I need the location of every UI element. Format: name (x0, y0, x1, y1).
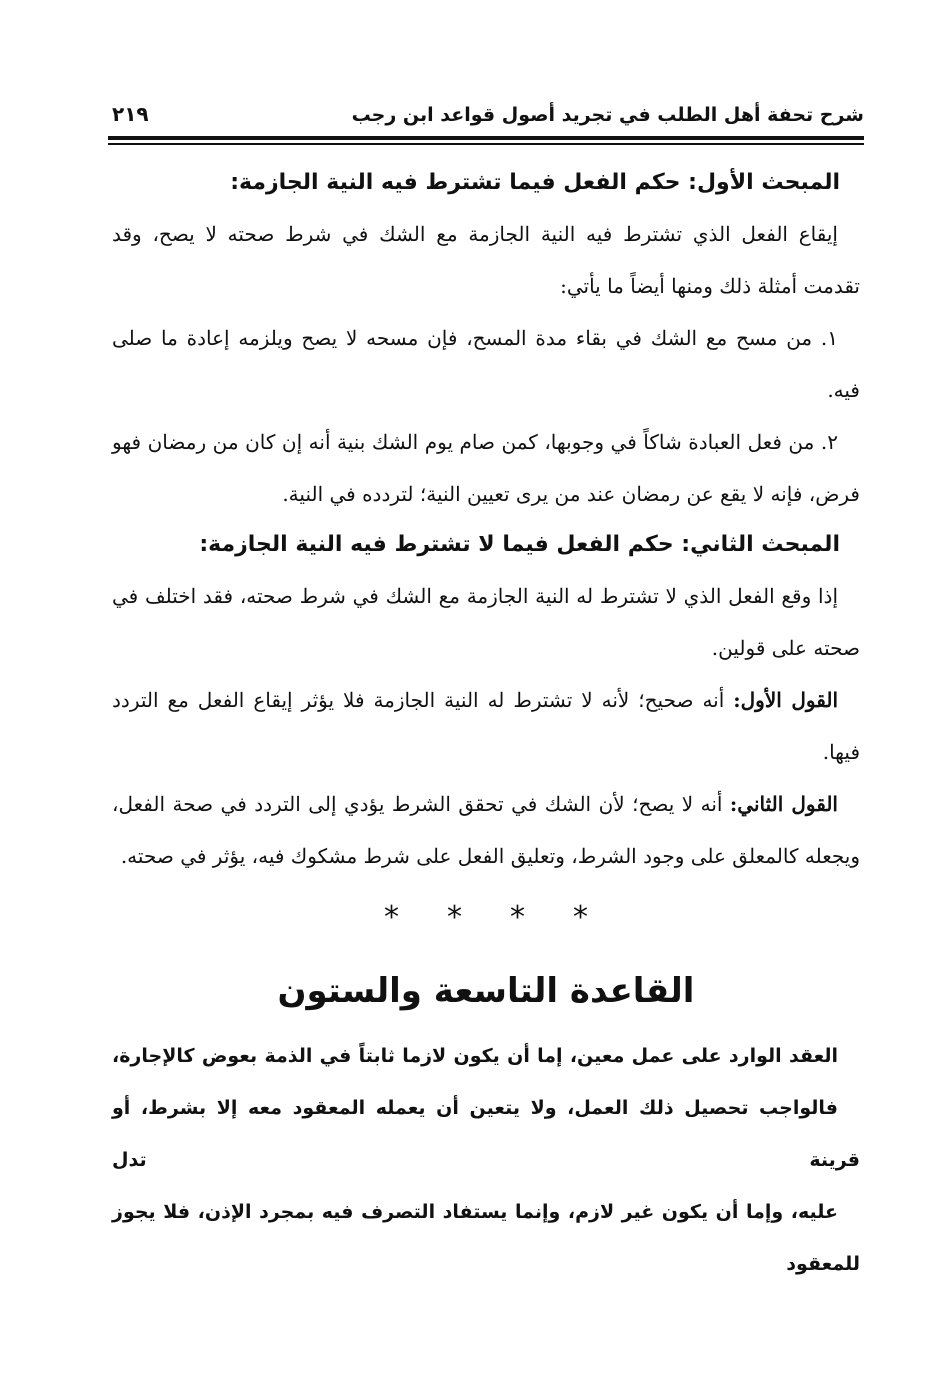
separator-star: * (384, 899, 399, 935)
opinion-2 (112, 778, 860, 882)
page-content (112, 158, 860, 1290)
opinion-2-label: القول الثاني: (729, 792, 838, 816)
section-1-item-1: ١. من مسح مع الشك في بقاء مدة المسح، فإن مسحه لا يصح ويلزمه إعادة ما صلى فيه. (112, 326, 860, 402)
book-title: شرح تحفة أهل الطلب في تجريد أصول قواعد ابن رجب (351, 104, 864, 126)
opinion-1-label: القول الأول: (733, 688, 838, 712)
opinion-1-text: أنه صحيح؛ لأنه لا تشترط له النية الجازمة فلا يؤثر إيقاع الفعل مع التردد فيها. (112, 688, 860, 764)
separator-star: * (510, 899, 525, 935)
section-separator (112, 882, 860, 952)
header-rule-thick (108, 136, 864, 140)
chapter-line-2: فالواجب تحصيل ذلك العمل، ولا يتعين أن يعمله المعقود معه إلا بشرط، أو قرينة تدل (112, 1097, 860, 1171)
section-heading-2: المبحث الثاني: حكم الفعل فيما لا تشترط فيه النية الجازمة: (199, 532, 840, 557)
section-2-intro: إذا وقع الفعل الذي لا تشترط له النية الجازمة مع الشك في شرط صحته، فقد اختلف في صحته على قولين. (112, 584, 860, 660)
page-number: ٢١٩ (112, 102, 149, 126)
section-1-item-2: ٢. من فعل العبادة شاكاً في وجوبها، كمن صام يوم الشك بنية أنه إن كان من رمضان فهو فرض، فإنه لا يقع عن رمضان عند من يرى تعيين النية؛ لتردده في النية. (112, 430, 860, 506)
chapter-line-3: عليه، وإما أن يكون غير لازم، وإنما يستفاد التصرف فيه بمجرد الإذن، فلا يجوز للمعقود (112, 1201, 860, 1275)
running-header (112, 92, 864, 126)
separator-star: * (447, 899, 462, 935)
opinion-2-text: أنه لا يصح؛ لأن الشك في تحقق الشرط يؤدي إلى التردد في صحة الفعل، ويجعله كالمعلق على وجود الشرط، وتعليق الفعل على شرط مشكوك فيه، يؤثر في صحته. (112, 792, 860, 868)
header-rule-thin (108, 143, 864, 145)
section-1-intro: إيقاع الفعل الذي تشترط فيه النية الجازمة مع الشك في شرط صحته لا يصح، وقد تقدمت أمثلة ذلك ومنها أيضاً ما يأتي: (112, 222, 860, 298)
chapter-title: القاعدة التاسعة والستون (277, 971, 695, 1011)
separator-star: * (573, 899, 588, 935)
opinion-1 (112, 674, 860, 778)
chapter-line-1: العقد الوارد على عمل معين، إما أن يكون لازما ثابتاً في الذمة بعوض كالإجارة، (112, 1045, 838, 1067)
section-heading-1: المبحث الأول: حكم الفعل فيما تشترط فيه النية الجازمة: (230, 170, 840, 195)
